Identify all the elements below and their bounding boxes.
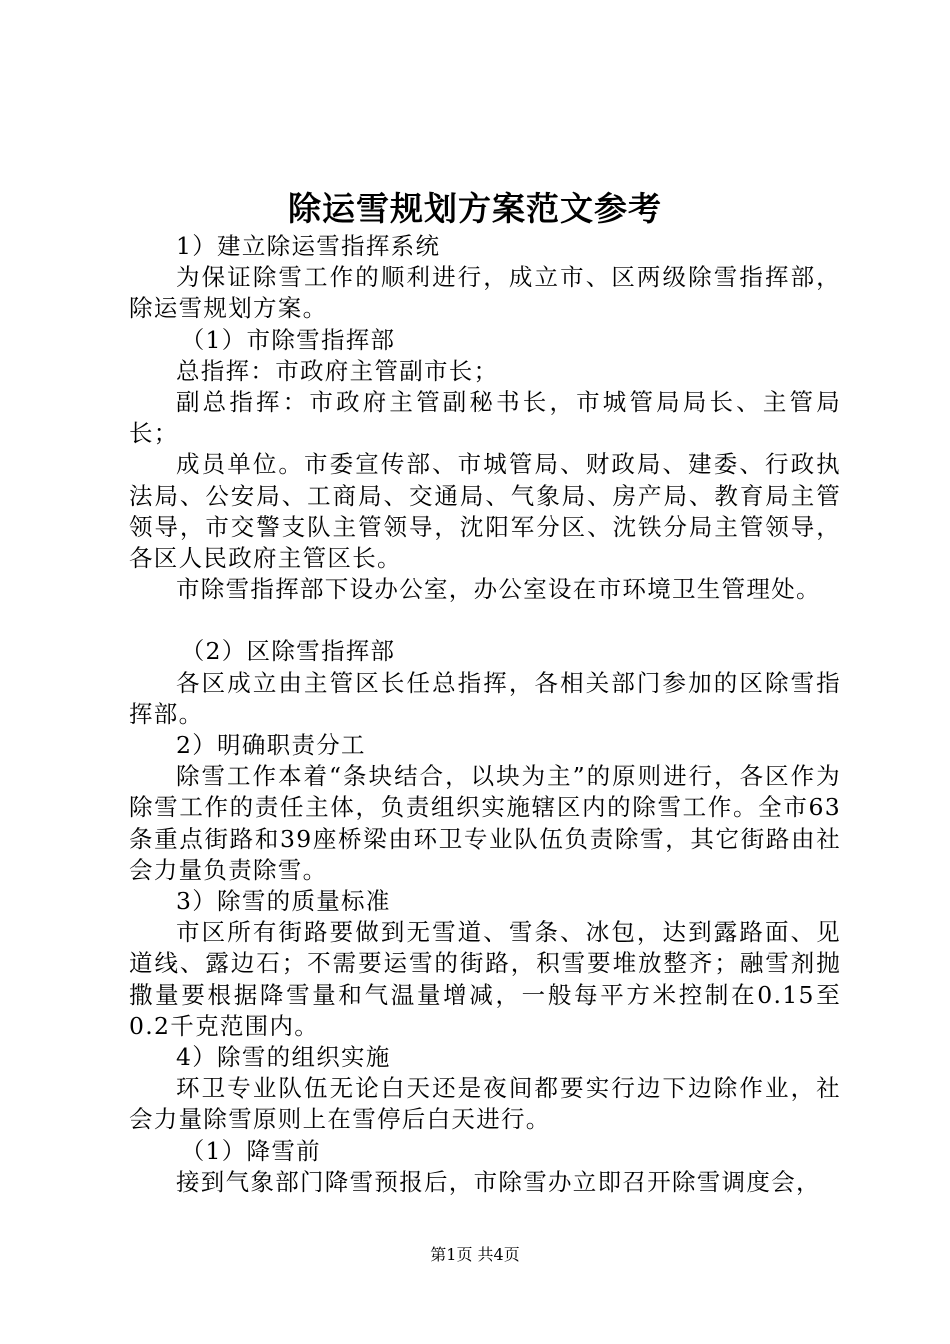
subsection-heading: （1）市除雪指挥部: [180, 325, 396, 354]
section-heading-3: 3）除雪的质量标准: [176, 887, 391, 916]
page-number: 第1页 共4页: [430, 1245, 520, 1264]
paragraph: 总指挥：市政府主管副市长；: [176, 356, 499, 385]
paragraph: 市区所有街路要做到无雪道、雪条、冰包，达到露路面、见道线、露边石；不需要运雪的街路，积雪要堆放整齐；融雪剂抛撒量要根据降雪量和气温量增减，一般每平方米控制在0.15至0.2千克范围内。: [129, 918, 841, 1040]
subsection-heading: （1）降雪前: [180, 1136, 321, 1165]
subsection-heading: （2）区除雪指挥部: [180, 637, 396, 666]
section-heading-2: 2）明确职责分工: [176, 731, 366, 760]
paragraph: 除雪工作本着“条块结合，以块为主”的原则进行，各区作为除雪工作的责任主体，负责组织实施辖区内的除雪工作。全市63条重点街路和39座桥梁由环卫专业队伍负责除雪，其它街路由社会力量负责除雪。: [129, 762, 841, 884]
document-title: 除运雪规划方案范文参考: [288, 189, 662, 228]
paragraph: 接到气象部门降雪预报后，市除雪办立即召开除雪调度会，: [176, 1167, 821, 1196]
paragraph: 市除雪指挥部下设办公室，办公室设在市环境卫生管理处。: [176, 575, 821, 604]
paragraph: 为保证除雪工作的顺利进行，成立市、区两级除雪指挥部，除运雪规划方案。: [129, 263, 841, 323]
blank-line: [129, 605, 841, 636]
document-body: [129, 231, 841, 1198]
paragraph: 副总指挥：市政府主管副秘书长，市城管局局长、主管局长；: [129, 388, 841, 448]
paragraph: 环卫专业队伍无论白天还是夜间都要实行边下边除作业，社会力量除雪原则上在雪停后白天进行。: [129, 1074, 841, 1134]
paragraph: 成员单位。市委宣传部、市城管局、财政局、建委、行政执法局、公安局、工商局、交通局、气象局、房产局、教育局主管领导，市交警支队主管领导，沈阳军分区、沈铁分局主管领导，各区人民政府主管区长。: [129, 450, 841, 573]
section-heading-4: 4）除雪的组织实施: [176, 1043, 391, 1072]
paragraph: 各区成立由主管区长任总指挥，各相关部门参加的区除雪指挥部。: [129, 668, 841, 728]
section-heading-1: 1）建立除运雪指挥系统: [176, 232, 441, 260]
